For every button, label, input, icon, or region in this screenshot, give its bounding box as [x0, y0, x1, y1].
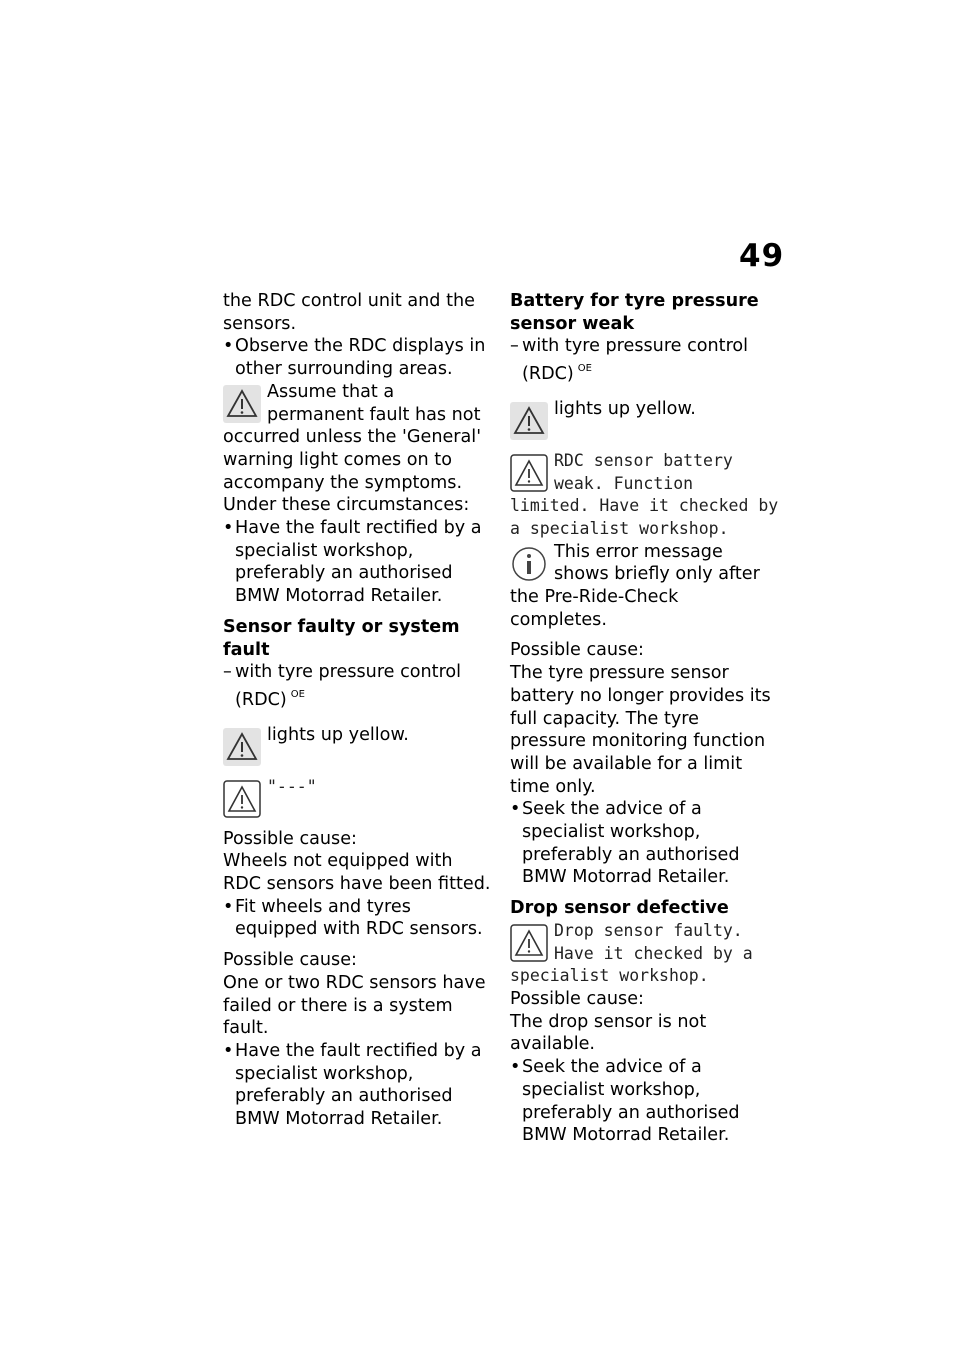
display-message: RDC sensor battery weak. Function limited. Have it checked by a specialist workshop. [510, 450, 779, 538]
bullet-icon: • [510, 799, 521, 820]
warning-note: Assume that a permanent fault has not occurred unless the 'General' warning light comes on to accompany the symptoms. [223, 381, 482, 493]
warning-triangle-display-icon [510, 454, 548, 492]
info-icon [510, 545, 548, 583]
bullet-item: • Seek the advice of a specialist workshop, preferably an authorised BMW Motorrad Retailer. [510, 799, 740, 888]
cause-text: Wheels not equipped with RDC sensors have been fitted. [223, 851, 491, 895]
section-heading: Sensor faulty or system fault [223, 616, 460, 660]
section-heading: Drop sensor defective [510, 898, 729, 919]
dash-item: – with tyre pressure control (RDC) $^{OE}$ [223, 662, 462, 710]
bullet-item: • Observe the RDC displays in other surrounding areas. [223, 336, 486, 380]
section-heading: Battery for tyre pressure sensor weak [510, 291, 759, 334]
warning-triangle-light-icon [223, 385, 261, 423]
cause-label: Possible cause: [223, 828, 357, 849]
cause-text: One or two RDC sensors have failed or there is a system fault. [223, 972, 486, 1039]
bullet-icon: • [223, 518, 234, 539]
display-row: "---" [223, 776, 493, 820]
bullet-icon: • [223, 1040, 234, 1061]
cause-label: Possible cause: [510, 640, 644, 661]
paragraph: Under these circumstances: [223, 495, 470, 516]
cause-text: The drop sensor is not available. [510, 1011, 707, 1055]
bullet-icon: • [510, 1057, 521, 1078]
cause-text: The tyre pressure sensor battery no longer provides its full capacity. The tyre pressure monitoring function will be available for a limit time only. [510, 663, 771, 797]
left-column [223, 290, 493, 1131]
warning-triangle-display-icon [510, 924, 548, 962]
warning-triangle-display-icon [223, 780, 261, 818]
paragraph: the RDC control unit and the sensors. [223, 291, 475, 334]
indicator-row: lights up yellow. [223, 724, 493, 768]
bullet-icon: • [223, 336, 234, 357]
indicator-row: lights up yellow. [510, 398, 780, 442]
bullet-item: • Fit wheels and tyres equipped with RDC sensors. [223, 896, 483, 940]
warning-triangle-light-icon [510, 402, 548, 440]
warning-triangle-light-icon [223, 728, 261, 766]
right-column [510, 290, 780, 1147]
bullet-icon: • [223, 896, 234, 917]
oe-superscript: OE [577, 363, 592, 375]
cause-label: Possible cause: [510, 988, 644, 1009]
page-number: 49 [739, 238, 785, 274]
bullet-item: • Have the fault rectified by a specialist workshop, preferably an authorised BMW Motorrad Retailer. [223, 518, 482, 607]
bullet-item: • Have the fault rectified by a specialist workshop, preferably an authorised BMW Motorrad Retailer. [223, 1040, 482, 1130]
oe-superscript: OE [290, 688, 305, 700]
info-note: This error message shows briefly only after the Pre-Ride-Check completes. [510, 541, 760, 630]
bullet-item: • Seek the advice of a specialist workshop, preferably an authorised BMW Motorrad Retailer. [510, 1057, 740, 1146]
display-message: Drop sensor faulty. Have it checked by a specialist workshop. [510, 920, 753, 986]
dash-item: – with tyre pressure control (RDC) $^{OE}$ [510, 336, 749, 385]
cause-label: Possible cause: [223, 950, 357, 971]
